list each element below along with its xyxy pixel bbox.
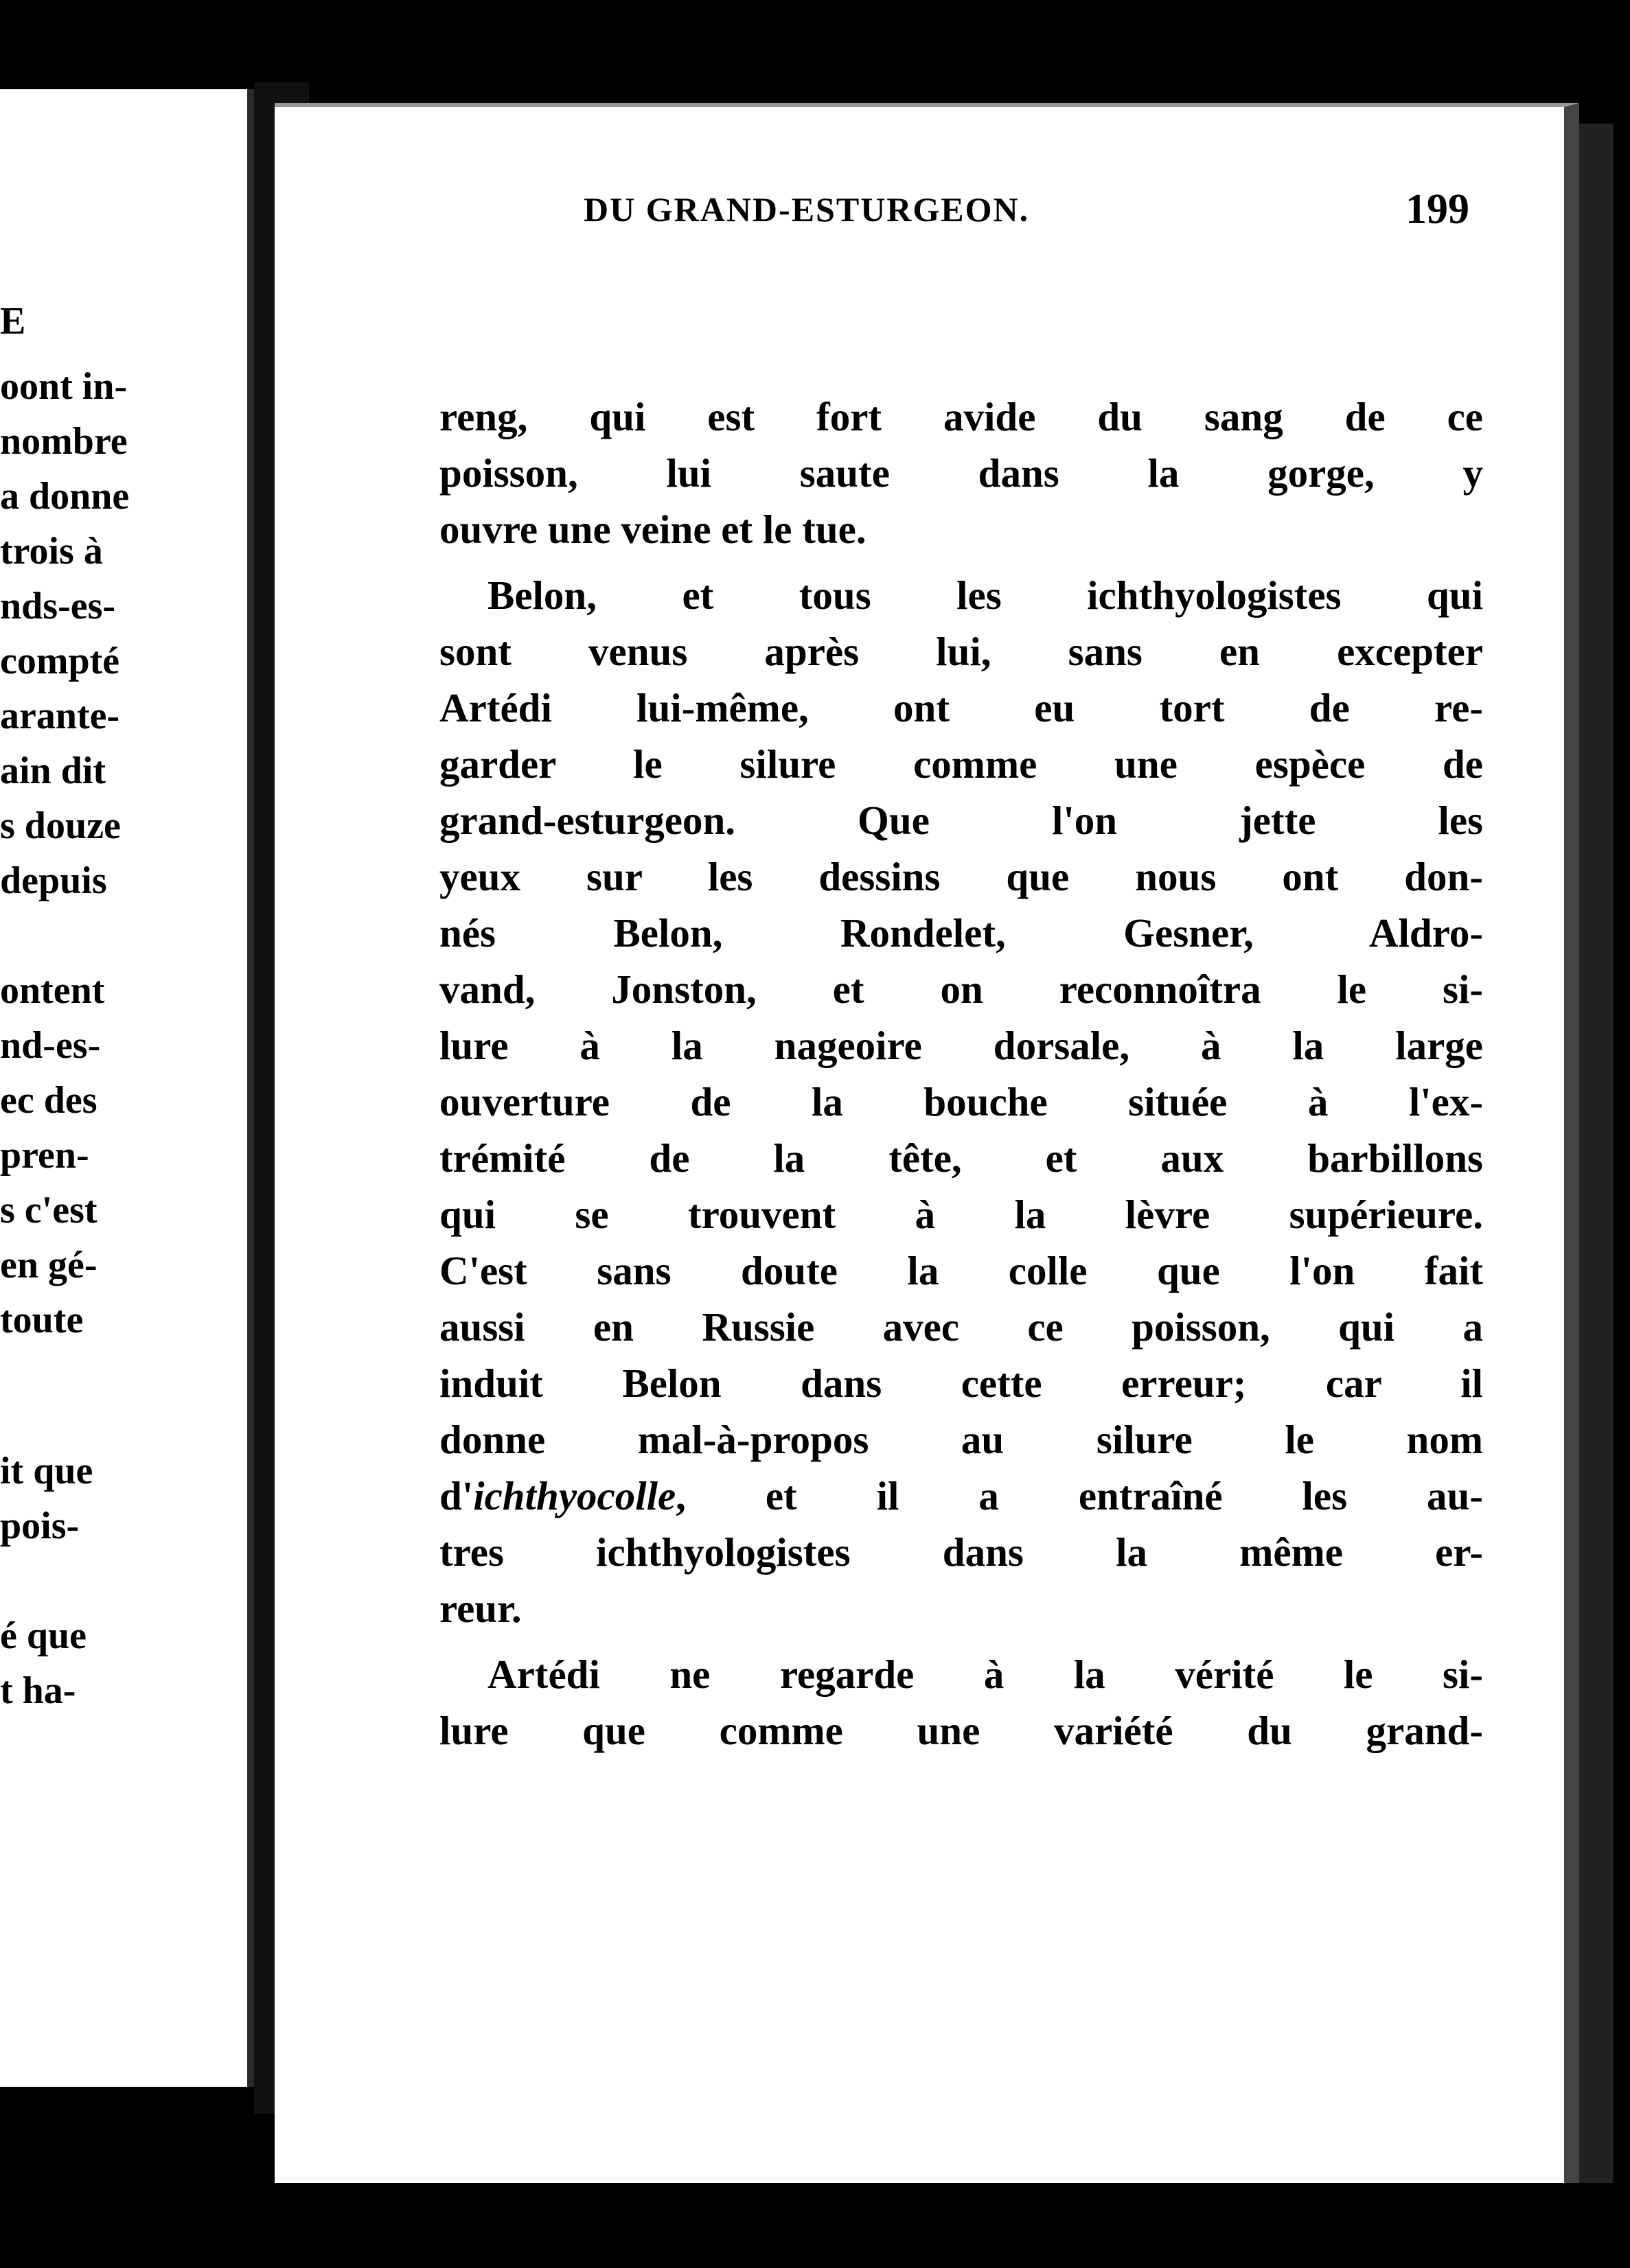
- text-line: C'est sans doute la colle que l'on fait: [439, 1248, 1483, 1293]
- text-line: yeux sur les dessins que nous ont don-: [439, 854, 1483, 899]
- left-line: t ha-: [0, 1669, 76, 1712]
- text-line: tres ichthyologistes dans la même er-: [439, 1529, 1483, 1575]
- text-line: Belon, et tous les ichthyologistes qui: [487, 572, 1483, 618]
- text-line: qui se trouvent à la lèvre supérieure.: [439, 1192, 1483, 1237]
- text-line: induit Belon dans cette erreur; car il: [439, 1361, 1483, 1406]
- left-line: é que: [0, 1615, 87, 1657]
- left-line: toute: [0, 1299, 84, 1341]
- text-line: reur.: [439, 1586, 522, 1631]
- left-line: compté: [0, 640, 120, 682]
- body-text: [439, 389, 1483, 1759]
- italic-prefix: d': [439, 1473, 474, 1518]
- text-line: Artédi lui-même, ont eu tort de re-: [439, 685, 1483, 730]
- left-line: s c'est: [0, 1189, 97, 1231]
- left-line: a donne: [0, 475, 130, 518]
- left-line: E: [0, 300, 26, 343]
- left-line: ain dit: [0, 750, 106, 792]
- text-line: donne mal-à-propos au silure le nom: [439, 1417, 1483, 1462]
- left-line: depuis: [0, 859, 107, 902]
- previous-page-fragment: [0, 89, 254, 2087]
- page-number: 199: [1405, 186, 1469, 233]
- left-line: nd-es-: [0, 1024, 101, 1067]
- italic-term: ichthyocolle: [473, 1473, 676, 1518]
- left-line: nombre: [0, 420, 128, 463]
- book-page: [275, 103, 1579, 2183]
- text-line: grand-esturgeon. Que l'on jette les: [439, 798, 1483, 843]
- text-line: vand, Jonston, et on reconnoîtra le si-: [439, 967, 1483, 1012]
- text-line: ouverture de la bouche située à l'ex-: [439, 1079, 1483, 1124]
- left-line: trois à: [0, 530, 103, 572]
- text-line: trémité de la tête, et aux barbillons: [439, 1135, 1483, 1181]
- text-line: lure que comme une variété du grand-: [439, 1708, 1483, 1753]
- left-line: en gé-: [0, 1244, 97, 1286]
- text-line: ouvre une veine et le tue.: [439, 507, 866, 552]
- left-line: ontent: [0, 969, 105, 1012]
- text-line: reng, qui est fort avide du sang de ce: [439, 394, 1483, 439]
- left-line: pren-: [0, 1134, 89, 1177]
- running-title: DU GRAND-ESTURGEON.: [584, 190, 1030, 229]
- text-line: sont venus après lui, sans en excepter: [439, 629, 1483, 674]
- text-line: lure à la nageoire dorsale, à la large: [439, 1023, 1483, 1068]
- left-line: oont in-: [0, 365, 128, 408]
- text-line: garder le silure comme une espèce de: [439, 741, 1483, 787]
- page-edge-shadow: [1579, 124, 1614, 2183]
- left-line: s douze: [0, 805, 121, 847]
- left-line: it que: [0, 1450, 93, 1492]
- left-line: arante-: [0, 695, 120, 737]
- text-line: nés Belon, Rondelet, Gesner, Aldro-: [439, 910, 1483, 956]
- left-line: pois-: [0, 1505, 80, 1547]
- left-line: ec des: [0, 1079, 97, 1122]
- text-line: aussi en Russie avec ce poisson, qui a: [439, 1304, 1483, 1350]
- text-line-with-italic: [439, 1468, 1483, 1524]
- italic-suffix: , et il a entraîné les au-: [676, 1473, 1483, 1518]
- text-line: Artédi ne regarde à la vérité le si-: [487, 1652, 1483, 1697]
- left-line: nds-es-: [0, 585, 116, 627]
- text-line: poisson, lui saute dans la gorge, y: [439, 450, 1483, 496]
